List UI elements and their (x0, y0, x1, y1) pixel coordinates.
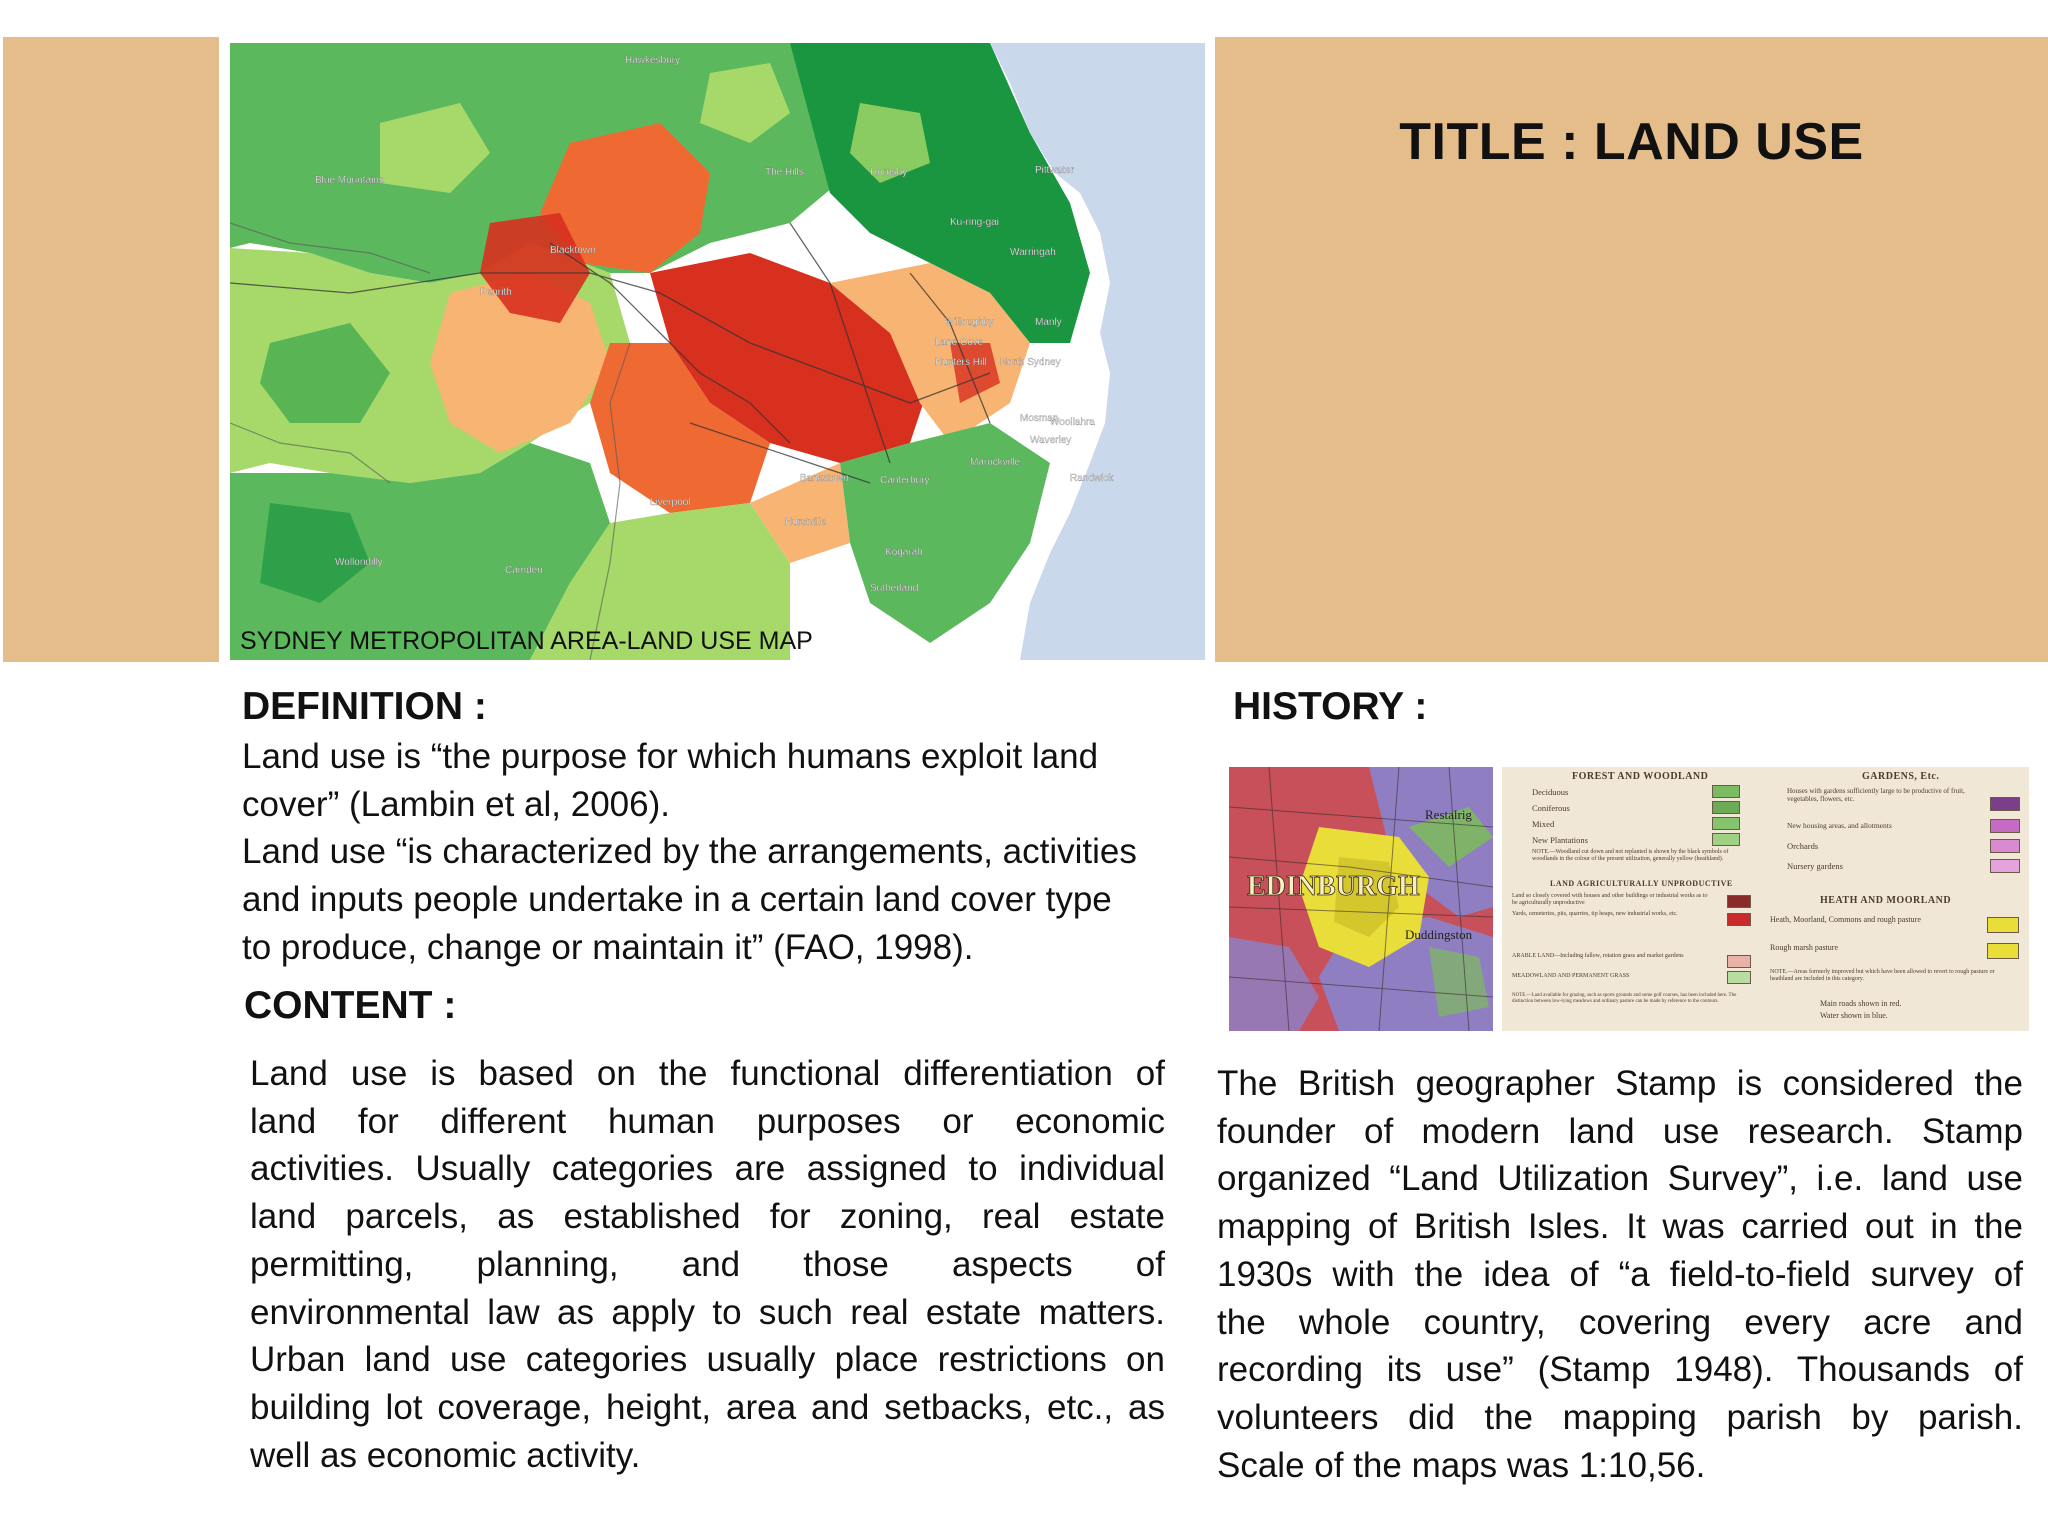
definition-line: Land use is “the purpose for which humans exploit land (242, 737, 1099, 776)
definition-line: to produce, change or maintain it” (FAO, 1998). (242, 927, 974, 967)
content-text (250, 1050, 1165, 1479)
definition-text (242, 733, 1172, 972)
map-caption: SYDNEY METROPOLITAN AREA-LAND USE MAP (240, 627, 813, 655)
content-line: permitting, planning, and those aspects of (250, 1244, 1165, 1284)
legend-item: Rough marsh pasture (1770, 943, 1838, 952)
sydney-land-use-map (230, 43, 1205, 660)
content-line: activities. Usually categories are assigned to individual (250, 1149, 1165, 1189)
edinburgh-land-utilisation-map (1229, 767, 1493, 1031)
content-line: environmental law as apply to such real estate matters. (250, 1292, 1165, 1332)
map-place-label: Warringah (1010, 247, 1056, 258)
legend-heading: GARDENS, Etc. (1862, 771, 1940, 782)
map-place-label: North Sydney (1000, 357, 1061, 368)
history-line: organized “Land Utilization Survey”, i.e. land use (1217, 1159, 2023, 1199)
history-line: founder of modern land use research. Stamp (1217, 1111, 2023, 1151)
legend-note: NOTE.—Areas formerly improved but which have been allowed to revert to rough pasture or heathland are included in this category. (1770, 969, 1995, 982)
legend-item: Orchards (1787, 841, 1819, 851)
map-place-label: Blacktown (550, 245, 596, 256)
map-place-label: Wollondilly (335, 557, 383, 568)
content-line: Urban land use categories usually place restrictions on (250, 1340, 1165, 1380)
map-place-label: Camden (505, 565, 543, 576)
legend-note: NOTE.—Woodland cut down and not replanted is shown by the black symbols of woodlands in the colour of the present utilization, generally yellow (heathland). (1532, 849, 1729, 862)
legend-heading: LAND AGRICULTURALLY UNPRODUCTIVE (1550, 879, 1733, 888)
map-place-label: Bankstown (800, 473, 849, 484)
legend-item: Coniferous (1532, 803, 1570, 813)
history-line: mapping of British Isles. It was carried out in the (1217, 1207, 2023, 1247)
history-line: The British geographer Stamp is considered the (1217, 1064, 2023, 1103)
legend-heading: FOREST AND WOODLAND (1572, 771, 1709, 782)
definition-line: and inputs people undertake in a certain land cover type (242, 880, 1112, 920)
map-place-label: Penrith (480, 287, 512, 298)
edinburgh-map-place-label: Restalrig (1425, 807, 1472, 822)
map-place-label: Canterbury (880, 475, 930, 486)
edinburgh-map-place-label: Duddingston (1405, 927, 1473, 942)
content-line: Land use is based on the functional differentiation of (250, 1054, 1165, 1093)
definition-heading: DEFINITION : (242, 685, 487, 728)
history-line: Scale of the maps was 1:10,56. (1217, 1445, 1706, 1485)
map-place-label: Kogarah (885, 547, 923, 558)
content-line: building lot coverage, height, area and setbacks, etc., as (250, 1387, 1165, 1427)
map-place-label: Manly (1035, 317, 1062, 328)
content-heading: CONTENT : (244, 984, 457, 1027)
legend-item: Main roads shown in red. (1820, 999, 1902, 1008)
map-place-label: Liverpool (650, 497, 691, 508)
legend-item: Heath, Moorland, Commons and rough pasture (1770, 915, 1921, 924)
map-place-label: Blue Mountains (315, 175, 384, 186)
legend-item: New Plantations (1532, 835, 1588, 845)
content-line: land for different human purposes or economic (250, 1101, 1165, 1141)
map-place-label: Randwick (1070, 473, 1114, 484)
legend-item: Mixed (1532, 819, 1555, 829)
content-line: well as economic activity. (250, 1435, 641, 1475)
map-place-label: Mosman (1020, 413, 1059, 424)
page-title: TITLE : LAND USE (1399, 113, 1864, 171)
map-place-label: The Hills (765, 167, 804, 178)
legend-item: Houses with gardens sufficiently large to be productive of fruit, vegetables, flowers, etc. (1787, 787, 1965, 803)
map-place-label: Lane Cove (935, 337, 984, 348)
legend-item: Nursery gardens (1787, 861, 1843, 871)
map-place-label: Willoughby (945, 317, 994, 328)
map-place-label: Woollahra (1050, 417, 1095, 428)
legend-item: MEADOWLAND AND PERMANENT GRASS (1512, 973, 1630, 979)
definition-line: cover” (Lambin et al, 2006). (242, 784, 670, 824)
legend-item: Yards, cemeteries, pits, quarries, tip heaps, new industrial works, etc. (1512, 911, 1678, 917)
accent-band-left (3, 37, 219, 662)
definition-line: Land use “is characterized by the arrangements, activities (242, 832, 1137, 872)
land-utilisation-legend (1502, 767, 2029, 1031)
legend-item: Water shown in blue. (1820, 1011, 1888, 1020)
map-place-label: Hurstville (785, 517, 827, 528)
legend-item: Land so closely covered with houses and other buildings or industrial works as to be agriculturally unproductive (1512, 893, 1708, 906)
legend-item: Deciduous (1532, 787, 1569, 797)
history-text (1217, 1060, 2023, 1489)
history-line: 1930s with the idea of “a field-to-field survey of (1217, 1254, 2023, 1294)
history-heading: HISTORY : (1233, 685, 1428, 728)
map-place-label: Sutherland (870, 583, 919, 594)
edinburgh-map-graphic (1229, 767, 1493, 1031)
history-line: recording its use” (Stamp 1948). Thousands of (1217, 1350, 2023, 1390)
legend-item: New housing areas, and allotments (1787, 821, 1892, 830)
map-place-label: Hunters Hill (935, 357, 987, 368)
map-graphic (230, 43, 1205, 660)
legend-note: NOTE.—Land available for grazing, such as sports grounds and some golf courses, has been included here. The distinction between low-lying meadows and ordinary pasture can be made by reference to the contours. (1512, 993, 1737, 1004)
history-line: the whole country, covering every acre and (1217, 1302, 2023, 1342)
map-place-label: Waverley (1030, 435, 1072, 446)
edinburgh-map-label: EDINBURGH (1247, 871, 1420, 902)
map-place-label: Hawkesbury (625, 55, 681, 66)
legend-item: ARABLE LAND—Including fallow, rotation grass and market gardens (1512, 953, 1684, 959)
map-place-label: Hornsby (870, 167, 908, 178)
content-line: land parcels, as established for zoning, real estate (250, 1197, 1165, 1237)
legend-heading: HEATH AND MOORLAND (1820, 895, 1952, 906)
map-place-label: Pittwater (1035, 165, 1074, 176)
history-line: volunteers did the mapping parish by parish. (1217, 1397, 2023, 1437)
map-place-label: Ku-ring-gai (950, 217, 999, 228)
map-place-label: Marrickville (970, 457, 1020, 468)
